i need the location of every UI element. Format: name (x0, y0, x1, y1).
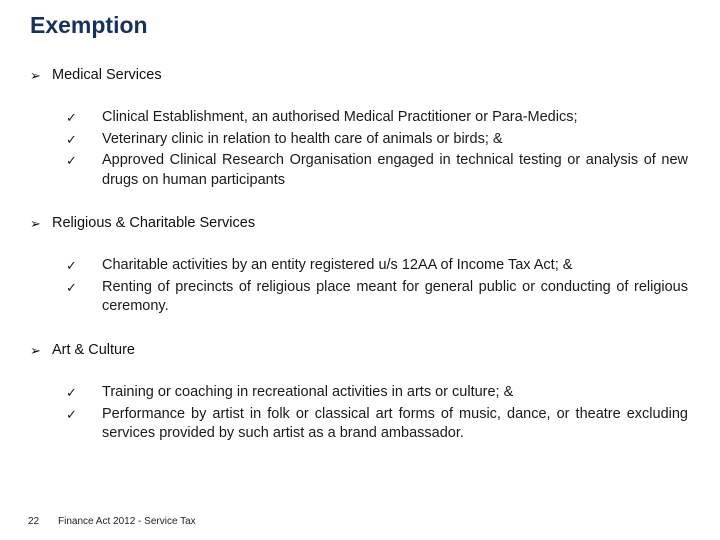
list-item (30, 256, 690, 276)
check-icon: ✓ (66, 153, 77, 168)
list-item (30, 405, 690, 444)
list-item-text: Veterinary clinic in relation to health care of animals or birds; & (102, 130, 503, 147)
section-heading (30, 66, 690, 86)
list-item-text: Approved Clinical Research Organisation engaged in technical testing or analysis of new drugs on human participants (102, 152, 688, 188)
check-icon: ✓ (66, 406, 77, 422)
item-list (30, 383, 690, 444)
check-icon: ✓ (66, 258, 77, 273)
list-item-text: Clinical Establishment, an authorised Medical Practitioner or Para-Medics; (102, 109, 578, 125)
section-heading-text: Medical Services (52, 67, 162, 83)
section-heading-text: Art & Culture (52, 342, 135, 358)
list-item-text: Performance by artist in folk or classical art forms of music, dance, or theatre excluding services provided by such artist as a brand ambassador. (102, 405, 688, 441)
check-icon: ✓ (66, 110, 77, 125)
list-item-text: Charitable activities by an entity registered u/s 12AA of Income Tax Act; & (102, 257, 573, 273)
check-icon: ✓ (66, 385, 77, 400)
arrow-bullet-icon: ➢ (30, 343, 41, 358)
footer-text: Finance Act 2012 - Service Tax (58, 516, 196, 527)
arrow-bullet-icon: ➢ (30, 216, 41, 231)
section-heading-text: Religious & Charitable Services (52, 215, 256, 231)
page-number: 22 (28, 516, 40, 527)
section-medical-services (30, 66, 690, 190)
section-heading (30, 214, 690, 234)
item-list (30, 256, 690, 317)
item-list (30, 108, 690, 190)
list-item (30, 130, 690, 150)
list-item-text: Training or coaching in recreational activities in arts or culture; & (102, 384, 514, 400)
list-item (30, 383, 690, 403)
list-item (30, 108, 690, 128)
check-icon: ✓ (66, 131, 77, 147)
list-item (30, 278, 690, 317)
section-religious-charitable (30, 214, 690, 317)
check-icon: ✓ (66, 279, 77, 295)
arrow-bullet-icon: ➢ (30, 68, 41, 83)
list-item (30, 151, 690, 190)
page-title: Exemption (30, 12, 148, 38)
section-heading (30, 341, 690, 361)
list-item-text: Renting of precincts of religious place meant for general public or conducting of religious ceremony. (102, 278, 688, 314)
section-art-culture (30, 341, 690, 444)
